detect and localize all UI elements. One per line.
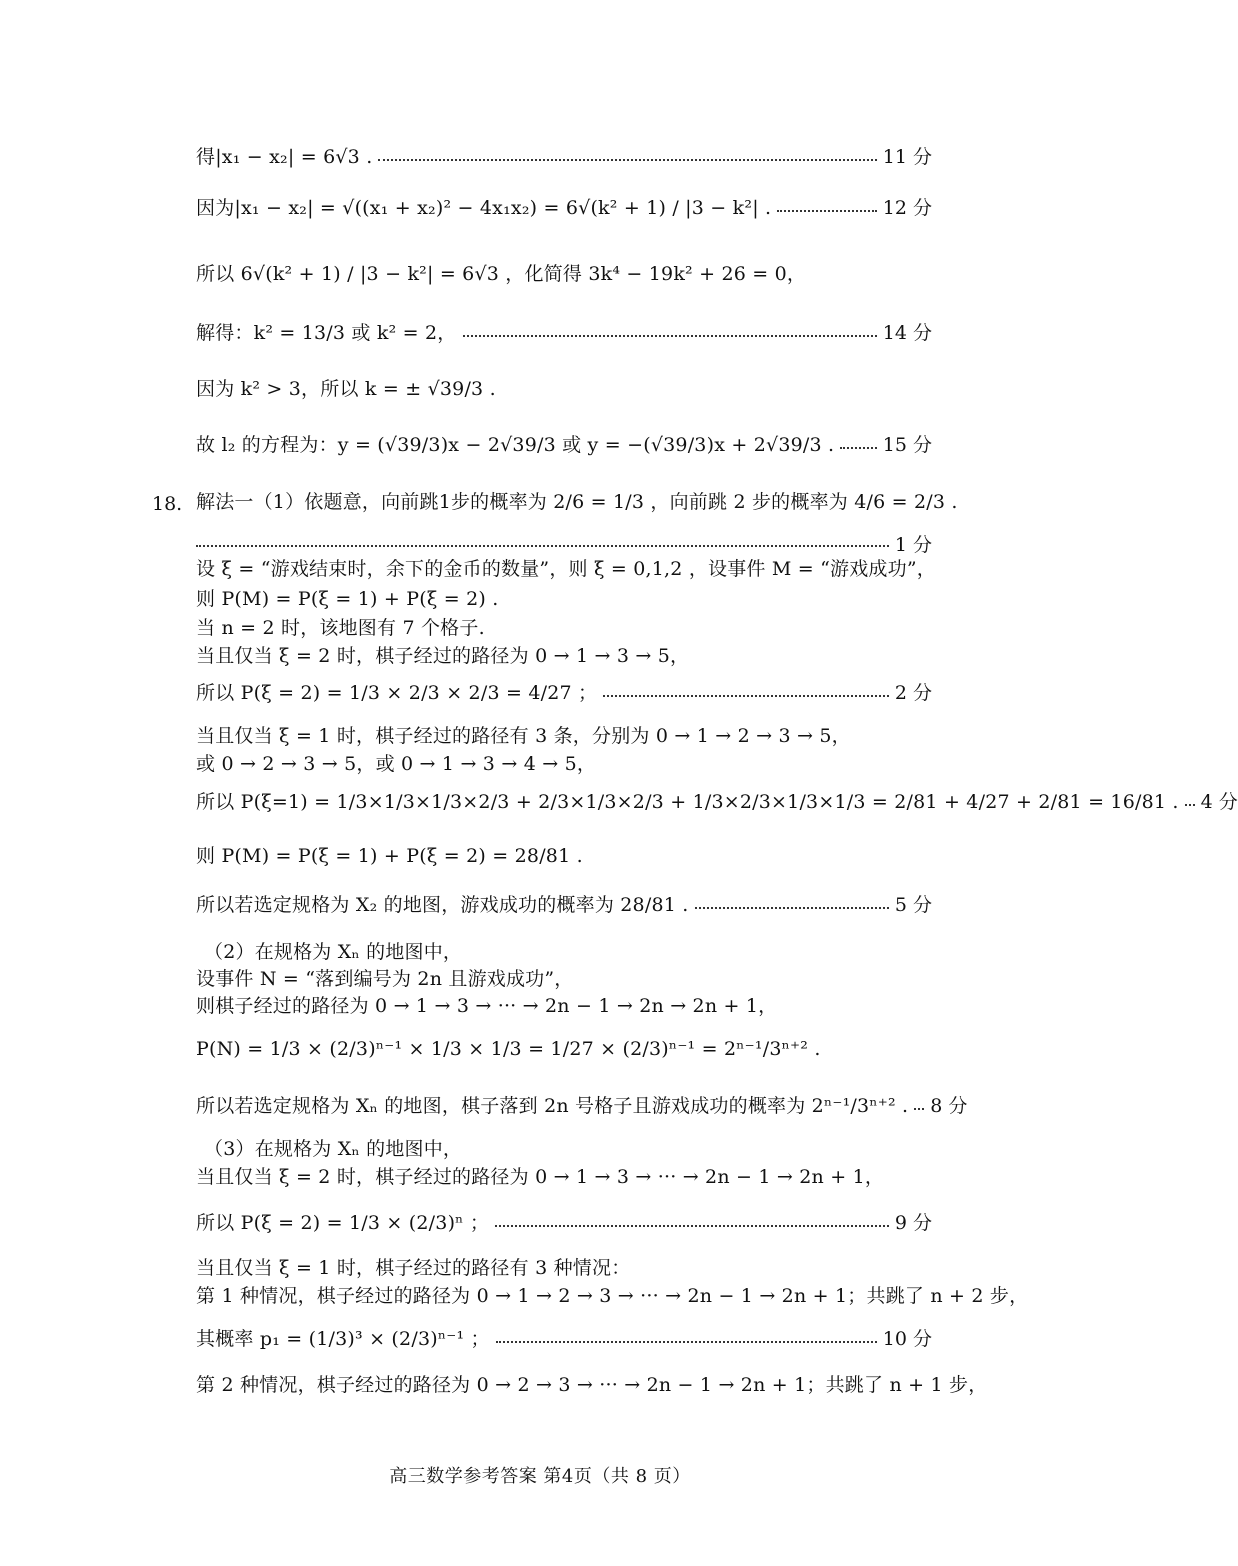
solution-text: 则 P(M) = P(ξ = 1) + P(ξ = 2) = 28/81 . [196,845,583,867]
score-mark: 9 分 [894,1212,932,1234]
solution-text: 设事件 N = “落到编号为 2n 且游戏成功”， [196,968,574,990]
solution-text: 当且仅当 ξ = 2 时，棋子经过的路径为 0 → 1 → 3 → ··· → 2n − 1 → 2n + 1， [196,1166,885,1188]
solution-line [196,847,932,866]
solution-line [196,1285,1029,1307]
question-number: 18. [152,493,183,515]
dot-leader [1185,804,1195,806]
solution-text: P(N) = 1/3 × (2/3)ⁿ⁻¹ × 1/3 × 1/3 = 1/27 × (2/3)ⁿ⁻¹ = 2ⁿ⁻¹/3ⁿ⁺² . [196,1038,821,1060]
solution-line [196,380,932,399]
solution-text: 因为 k² > 3，所以 k = ± √39/3 . [196,378,496,400]
solution-text: 所以 6√(k² + 1) / |3 − k²| = 6√3 ，化简得 3k⁴ − 19k² + 26 = 0， [196,263,807,285]
solution-line [196,265,932,284]
dot-leader [914,1108,924,1110]
score-mark: 14 分 [882,322,932,344]
solution-text: 解得：k² = 13/3 或 k² = 2， [196,322,457,344]
solution-text: 当 n = 2 时，该地图有 7 个格子. [196,617,485,639]
solution-text: 所以 P(ξ = 2) = 1/3 × 2/3 × 2/3 = 4/27 ； [196,682,598,704]
solution-line [196,970,932,989]
solution-line [196,997,932,1016]
solution-text: 当且仅当 ξ = 2 时，棋子经过的路径为 0 → 1 → 3 → 5， [196,645,690,667]
solution-line [196,684,932,703]
dot-leader [603,695,889,697]
dot-leader [463,335,877,337]
solution-line [196,1259,932,1278]
solution-text: 当且仅当 ξ = 1 时，棋子经过的路径有 3 条，分别为 0 → 1 → 2 → 3 → 5， [196,725,851,747]
solution-line [196,1095,968,1117]
score-mark: 4 分 [1200,791,1238,813]
solution-text: 所以若选定规格为 Xₙ 的地图，棋子落到 2n 号格子且游戏成功的概率为 2ⁿ⁻¹/3ⁿ⁺² . [196,1095,909,1117]
score-mark: 2 分 [894,682,932,704]
score-mark: 5 分 [894,894,932,916]
score-mark: 10 分 [882,1328,932,1350]
solution-text: 第 1 种情况，棋子经过的路径为 0 → 1 → 2 → 3 → ··· → 2n − 1 → 2n + 1；共跳了 n + 2 步， [196,1285,1029,1307]
score-mark: 12 分 [882,197,932,219]
solution-text: 所以 P(ξ=1) = 1/3×1/3×1/3×2/3 + 2/3×1/3×2/3 + 1/3×2/3×1/3×1/3 = 2/81 + 4/27 + 2/81 = 16/81 . [196,791,1179,813]
dot-leader [777,210,877,212]
solution-line [204,1140,932,1159]
solution-text: （3）在规格为 Xₙ 的地图中， [204,1138,463,1160]
solution-line [196,558,936,580]
solution-line [196,647,932,666]
solution-text: 其概率 p₁ = (1/3)³ × (2/3)ⁿ⁻¹ ； [196,1328,490,1350]
solution-text: （2）在规格为 Xₙ 的地图中， [204,941,463,963]
solution-line [196,491,958,513]
solution-text: 或 0 → 2 → 3 → 5，或 0 → 1 → 3 → 4 → 5， [196,753,597,775]
solution-line [196,324,932,343]
solution-line [196,1214,932,1233]
dot-leader [695,907,889,909]
solution-line [204,943,932,962]
score-mark: 8 分 [930,1095,968,1117]
page-footer: 高三数学参考答案 第4页（共 8 页） [389,1466,691,1487]
solution-text: 得|x₁ − x₂| = 6√3 . [196,146,373,168]
solution-text: 解法一（1）依题意，向前跳1步的概率为 2/6 = 1/3 ，向前跳 2 步的概率为 4/6 = 2/3 . [196,491,958,513]
solution-line [196,1040,932,1059]
solution-text: 当且仅当 ξ = 1 时，棋子经过的路径有 3 种情况： [196,1257,631,1279]
solution-line [196,619,932,638]
solution-text: 故 l₂ 的方程为：y = (√39/3)x − 2√39/3 或 y = −(√39/3)x + 2√39/3 . [196,434,835,456]
dot-leader [196,545,889,547]
solution-text: 因为|x₁ − x₂| = √((x₁ + x₂)² − 4x₁x₂) = 6√(k² + 1) / |3 − k²| . [196,197,772,219]
score-mark: 1 分 [894,534,932,556]
solution-line [196,896,932,915]
dot-leader [496,1341,877,1343]
solution-line [196,1330,932,1349]
solution-text: 则 P(M) = P(ξ = 1) + P(ξ = 2) . [196,588,499,610]
solution-line [196,755,932,774]
solution-line [196,1168,932,1187]
solution-line [196,791,1238,813]
dot-leader [378,159,876,161]
solution-line [196,199,932,218]
dot-leader [840,447,877,449]
solution-line [196,1374,988,1396]
solution-text: 则棋子经过的路径为 0 → 1 → 3 → ··· → 2n − 1 → 2n → 2n + 1， [196,995,778,1017]
score-mark: 11 分 [882,146,932,168]
solution-text: 设 ξ = “游戏结束时，余下的金币的数量”，则 ξ = 0,1,2 ，设事件 M = “游戏成功”， [196,558,936,580]
solution-line [196,530,932,557]
solution-line [196,590,932,609]
solution-text: 所以 P(ξ = 2) = 1/3 × (2/3)ⁿ ； [196,1212,490,1234]
solution-line [196,727,932,746]
solution-line [196,148,932,167]
solution-text: 所以若选定规格为 X₂ 的地图，游戏成功的概率为 28/81 . [196,894,689,916]
solution-text: 第 2 种情况，棋子经过的路径为 0 → 2 → 3 → ··· → 2n − 1 → 2n + 1；共跳了 n + 1 步， [196,1374,988,1396]
dot-leader [495,1225,889,1227]
score-mark: 15 分 [882,434,932,456]
solution-line [196,436,932,455]
